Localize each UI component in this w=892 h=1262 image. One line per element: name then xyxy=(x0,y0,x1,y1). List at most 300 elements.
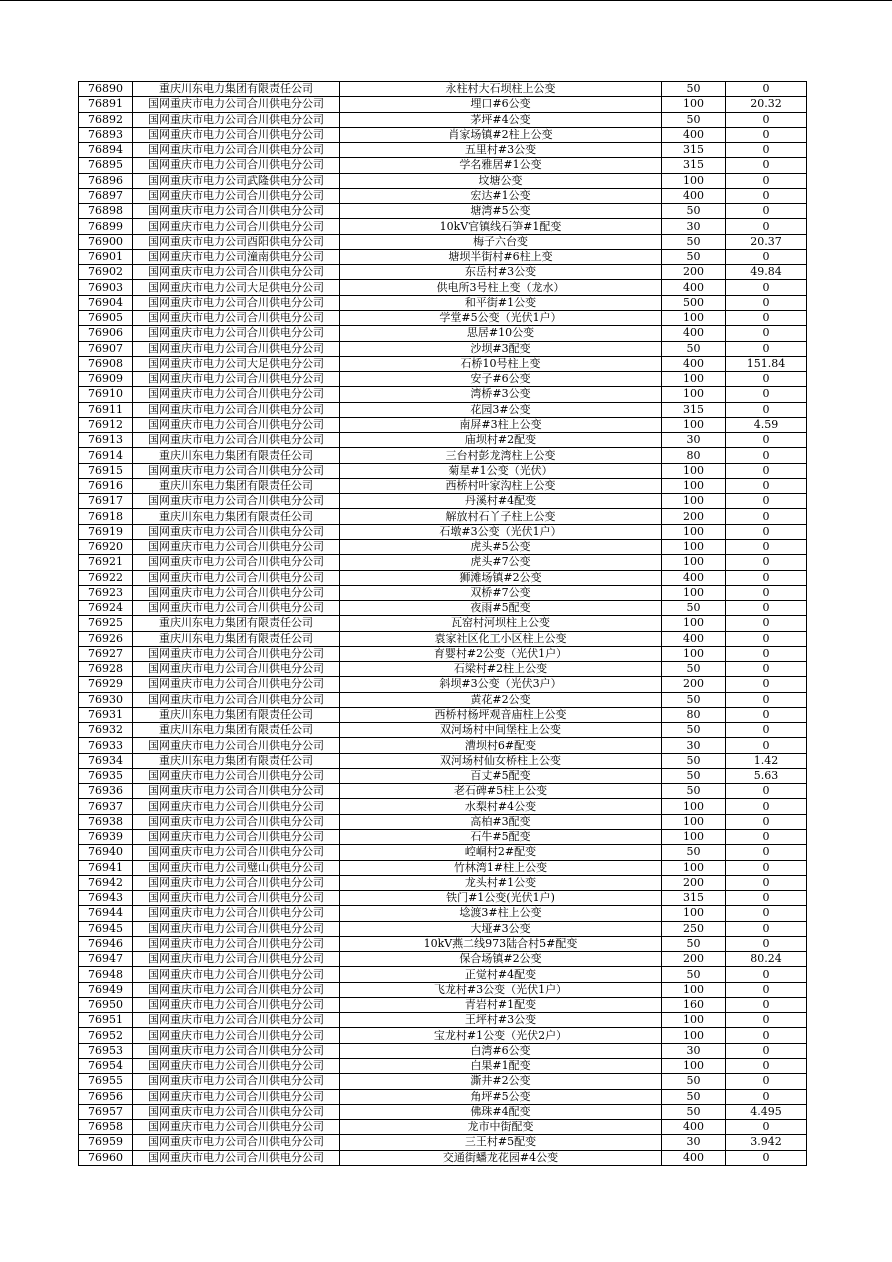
table-row xyxy=(79,127,807,142)
cell-value: 0 xyxy=(726,845,807,860)
cell-value: 0 xyxy=(726,1013,807,1028)
table-row xyxy=(79,509,807,524)
table-row xyxy=(79,356,807,371)
cell-id: 76917 xyxy=(79,494,133,509)
cell-capacity: 400 xyxy=(662,188,726,203)
cell-company: 国网重庆市电力公司合川供电分公司 xyxy=(133,112,340,127)
cell-value: 0 xyxy=(726,280,807,295)
cell-capacity: 50 xyxy=(662,341,726,356)
cell-id: 76910 xyxy=(79,387,133,402)
cell-capacity: 200 xyxy=(662,677,726,692)
cell-id: 76927 xyxy=(79,646,133,661)
cell-value: 0 xyxy=(726,219,807,234)
cell-capacity: 500 xyxy=(662,295,726,310)
cell-capacity: 400 xyxy=(662,127,726,142)
cell-capacity: 100 xyxy=(662,539,726,554)
cell-id: 76956 xyxy=(79,1089,133,1104)
cell-id: 76899 xyxy=(79,219,133,234)
cell-capacity: 50 xyxy=(662,753,726,768)
table-row xyxy=(79,982,807,997)
cell-company: 国网重庆市电力公司合川供电分公司 xyxy=(133,433,340,448)
cell-id: 76900 xyxy=(79,234,133,249)
cell-company: 国网重庆市电力公司合川供电分公司 xyxy=(133,494,340,509)
table-row xyxy=(79,1135,807,1150)
cell-company: 国网重庆市电力公司合川供电分公司 xyxy=(133,1074,340,1089)
cell-company: 国网重庆市电力公司合川供电分公司 xyxy=(133,1059,340,1074)
cell-id: 76901 xyxy=(79,249,133,264)
table-row xyxy=(79,723,807,738)
table-row xyxy=(79,799,807,814)
cell-value: 0 xyxy=(726,662,807,677)
cell-capacity: 400 xyxy=(662,356,726,371)
cell-company: 国网重庆市电力公司合川供电分公司 xyxy=(133,601,340,616)
cell-value: 0 xyxy=(726,341,807,356)
cell-transformer-name: 庙坝村#2配变 xyxy=(340,433,662,448)
cell-id: 76928 xyxy=(79,662,133,677)
cell-value: 0 xyxy=(726,494,807,509)
cell-transformer-name: 南屏#3柱上公变 xyxy=(340,417,662,432)
cell-value: 1.42 xyxy=(726,753,807,768)
cell-transformer-name: 埋口#6公变 xyxy=(340,97,662,112)
cell-capacity: 400 xyxy=(662,1120,726,1135)
cell-value: 3.942 xyxy=(726,1135,807,1150)
cell-capacity: 200 xyxy=(662,952,726,967)
table-row xyxy=(79,372,807,387)
cell-value: 0 xyxy=(726,204,807,219)
cell-transformer-name: 花园3#公变 xyxy=(340,402,662,417)
cell-capacity: 50 xyxy=(662,1074,726,1089)
cell-value: 0 xyxy=(726,936,807,951)
cell-id: 76902 xyxy=(79,265,133,280)
cell-id: 76930 xyxy=(79,692,133,707)
cell-capacity: 50 xyxy=(662,936,726,951)
cell-capacity: 50 xyxy=(662,1104,726,1119)
cell-capacity: 50 xyxy=(662,967,726,982)
cell-company: 国网重庆市电力公司合川供电分公司 xyxy=(133,1120,340,1135)
cell-company: 国网重庆市电力公司璧山供电分公司 xyxy=(133,860,340,875)
cell-capacity: 100 xyxy=(662,97,726,112)
cell-capacity: 50 xyxy=(662,82,726,97)
cell-capacity: 30 xyxy=(662,219,726,234)
cell-company: 国网重庆市电力公司合川供电分公司 xyxy=(133,997,340,1012)
cell-id: 76920 xyxy=(79,539,133,554)
table-row xyxy=(79,997,807,1012)
table-row xyxy=(79,921,807,936)
cell-id: 76934 xyxy=(79,753,133,768)
cell-transformer-name: 狮滩场镇#2公变 xyxy=(340,570,662,585)
cell-value: 20.37 xyxy=(726,234,807,249)
cell-transformer-name: 菊星#1公变（光伏） xyxy=(340,463,662,478)
cell-transformer-name: 高柏#3配变 xyxy=(340,814,662,829)
cell-value: 5.63 xyxy=(726,768,807,783)
table-row xyxy=(79,784,807,799)
cell-company: 国网重庆市电力公司合川供电分公司 xyxy=(133,387,340,402)
cell-value: 0 xyxy=(726,1043,807,1058)
cell-value: 0 xyxy=(726,173,807,188)
cell-value: 0 xyxy=(726,555,807,570)
cell-capacity: 100 xyxy=(662,860,726,875)
table-row xyxy=(79,1150,807,1165)
cell-capacity: 100 xyxy=(662,494,726,509)
table-row xyxy=(79,143,807,158)
cell-company: 国网重庆市电力公司合川供电分公司 xyxy=(133,570,340,585)
cell-capacity: 100 xyxy=(662,1028,726,1043)
cell-id: 76929 xyxy=(79,677,133,692)
cell-transformer-name: 宏达#1公变 xyxy=(340,188,662,203)
cell-id: 76894 xyxy=(79,143,133,158)
cell-id: 76912 xyxy=(79,417,133,432)
cell-capacity: 100 xyxy=(662,585,726,600)
cell-id: 76893 xyxy=(79,127,133,142)
cell-capacity: 50 xyxy=(662,234,726,249)
cell-transformer-name: 和平街#1公变 xyxy=(340,295,662,310)
cell-id: 76897 xyxy=(79,188,133,203)
cell-company: 重庆川东电力集团有限责任公司 xyxy=(133,448,340,463)
cell-capacity: 100 xyxy=(662,814,726,829)
cell-transformer-name: 西桥村叶家沟柱上公变 xyxy=(340,478,662,493)
cell-value: 0 xyxy=(726,1150,807,1165)
cell-transformer-name: 丹溪村#4配变 xyxy=(340,494,662,509)
cell-value: 0 xyxy=(726,982,807,997)
cell-transformer-name: 飞龙村#3公变（光伏1户） xyxy=(340,982,662,997)
table-row xyxy=(79,265,807,280)
cell-company: 国网重庆市电力公司合川供电分公司 xyxy=(133,127,340,142)
cell-capacity: 100 xyxy=(662,982,726,997)
cell-transformer-name: 正觉村#4配变 xyxy=(340,967,662,982)
cell-capacity: 50 xyxy=(662,112,726,127)
table-row xyxy=(79,555,807,570)
cell-id: 76909 xyxy=(79,372,133,387)
cell-value: 20.32 xyxy=(726,97,807,112)
cell-id: 76955 xyxy=(79,1074,133,1089)
cell-value: 0 xyxy=(726,127,807,142)
cell-transformer-name: 石梁村#2柱上公变 xyxy=(340,662,662,677)
cell-value: 0 xyxy=(726,570,807,585)
cell-transformer-name: 崆峒村2#配变 xyxy=(340,845,662,860)
cell-capacity: 100 xyxy=(662,1059,726,1074)
cell-transformer-name: 保合场镇#2公变 xyxy=(340,952,662,967)
cell-company: 国网重庆市电力公司合川供电分公司 xyxy=(133,265,340,280)
cell-company: 重庆川东电力集团有限责任公司 xyxy=(133,753,340,768)
cell-transformer-name: 虎头#7公变 xyxy=(340,555,662,570)
cell-transformer-name: 石墩#3公变（光伏1户） xyxy=(340,524,662,539)
cell-value: 0 xyxy=(726,143,807,158)
table-row xyxy=(79,280,807,295)
table-row xyxy=(79,646,807,661)
cell-value: 0 xyxy=(726,509,807,524)
table-row xyxy=(79,494,807,509)
table-row xyxy=(79,875,807,890)
cell-transformer-name: 双桥#7公变 xyxy=(340,585,662,600)
cell-company: 国网重庆市电力公司大足供电分公司 xyxy=(133,356,340,371)
cell-value: 49.84 xyxy=(726,265,807,280)
cell-transformer-name: 塘湾#5公变 xyxy=(340,204,662,219)
cell-value: 0 xyxy=(726,891,807,906)
cell-value: 4.59 xyxy=(726,417,807,432)
table-row xyxy=(79,662,807,677)
cell-id: 76932 xyxy=(79,723,133,738)
cell-capacity: 200 xyxy=(662,509,726,524)
table-row xyxy=(79,860,807,875)
cell-company: 国网重庆市电力公司合川供电分公司 xyxy=(133,662,340,677)
transformer-table xyxy=(78,81,807,1166)
cell-id: 76959 xyxy=(79,1135,133,1150)
cell-capacity: 80 xyxy=(662,707,726,722)
table-row xyxy=(79,417,807,432)
cell-id: 76931 xyxy=(79,707,133,722)
table-row xyxy=(79,112,807,127)
cell-transformer-name: 交通街蟠龙花园#4公变 xyxy=(340,1150,662,1165)
cell-id: 76895 xyxy=(79,158,133,173)
cell-company: 国网重庆市电力公司合川供电分公司 xyxy=(133,738,340,753)
cell-id: 76896 xyxy=(79,173,133,188)
cell-value: 0 xyxy=(726,1120,807,1135)
cell-value: 4.495 xyxy=(726,1104,807,1119)
cell-value: 0 xyxy=(726,1028,807,1043)
cell-id: 76906 xyxy=(79,326,133,341)
cell-company: 国网重庆市电力公司合川供电分公司 xyxy=(133,417,340,432)
cell-transformer-name: 茅坪#4公变 xyxy=(340,112,662,127)
cell-id: 76939 xyxy=(79,830,133,845)
table-row xyxy=(79,845,807,860)
cell-transformer-name: 塘坝半街村#6柱上变 xyxy=(340,249,662,264)
cell-id: 76942 xyxy=(79,875,133,890)
cell-id: 76949 xyxy=(79,982,133,997)
cell-value: 0 xyxy=(726,188,807,203)
cell-id: 76960 xyxy=(79,1150,133,1165)
cell-transformer-name: 学堂#5公变（光伏1户） xyxy=(340,310,662,325)
cell-company: 国网重庆市电力公司合川供电分公司 xyxy=(133,768,340,783)
cell-value: 0 xyxy=(726,585,807,600)
table-row xyxy=(79,585,807,600)
table-row xyxy=(79,906,807,921)
cell-value: 0 xyxy=(726,478,807,493)
cell-id: 76936 xyxy=(79,784,133,799)
cell-id: 76953 xyxy=(79,1043,133,1058)
table-row xyxy=(79,326,807,341)
cell-transformer-name: 袁家社区化工小区柱上公变 xyxy=(340,631,662,646)
cell-id: 76890 xyxy=(79,82,133,97)
cell-id: 76913 xyxy=(79,433,133,448)
table-row xyxy=(79,295,807,310)
table-row xyxy=(79,173,807,188)
cell-capacity: 30 xyxy=(662,433,726,448)
cell-capacity: 100 xyxy=(662,830,726,845)
cell-transformer-name: 双河场村中间堡柱上公变 xyxy=(340,723,662,738)
cell-company: 国网重庆市电力公司合川供电分公司 xyxy=(133,646,340,661)
table-row xyxy=(79,341,807,356)
table-row xyxy=(79,601,807,616)
table-row xyxy=(79,1013,807,1028)
cell-capacity: 100 xyxy=(662,372,726,387)
cell-id: 76907 xyxy=(79,341,133,356)
cell-capacity: 30 xyxy=(662,738,726,753)
table-row xyxy=(79,952,807,967)
cell-capacity: 315 xyxy=(662,891,726,906)
cell-company: 国网重庆市电力公司合川供电分公司 xyxy=(133,326,340,341)
cell-company: 国网重庆市电力公司合川供电分公司 xyxy=(133,463,340,478)
cell-transformer-name: 学名雅居#1公变 xyxy=(340,158,662,173)
cell-capacity: 50 xyxy=(662,723,726,738)
cell-capacity: 50 xyxy=(662,662,726,677)
cell-capacity: 50 xyxy=(662,845,726,860)
cell-company: 国网重庆市电力公司合川供电分公司 xyxy=(133,875,340,890)
table-row xyxy=(79,1028,807,1043)
cell-company: 国网重庆市电力公司合川供电分公司 xyxy=(133,295,340,310)
table-row xyxy=(79,707,807,722)
cell-value: 0 xyxy=(726,875,807,890)
cell-id: 76921 xyxy=(79,555,133,570)
cell-company: 国网重庆市电力公司大足供电分公司 xyxy=(133,280,340,295)
table-row xyxy=(79,631,807,646)
table-body xyxy=(79,82,807,1166)
cell-capacity: 100 xyxy=(662,387,726,402)
cell-capacity: 100 xyxy=(662,646,726,661)
cell-transformer-name: 老石碑#5柱上公变 xyxy=(340,784,662,799)
cell-value: 0 xyxy=(726,677,807,692)
cell-capacity: 100 xyxy=(662,616,726,631)
cell-id: 76918 xyxy=(79,509,133,524)
cell-transformer-name: 大垭#3公变 xyxy=(340,921,662,936)
table-row xyxy=(79,448,807,463)
cell-company: 重庆川东电力集团有限责任公司 xyxy=(133,82,340,97)
table-row xyxy=(79,158,807,173)
cell-capacity: 50 xyxy=(662,204,726,219)
cell-transformer-name: 石牛#5配变 xyxy=(340,830,662,845)
cell-capacity: 250 xyxy=(662,921,726,936)
cell-company: 国网重庆市电力公司合川供电分公司 xyxy=(133,539,340,554)
cell-company: 国网重庆市电力公司合川供电分公司 xyxy=(133,524,340,539)
cell-transformer-name: 双河场村仙女桥柱上公变 xyxy=(340,753,662,768)
cell-company: 国网重庆市电力公司酉阳供电分公司 xyxy=(133,234,340,249)
cell-company: 国网重庆市电力公司合川供电分公司 xyxy=(133,936,340,951)
table-row xyxy=(79,1059,807,1074)
cell-value: 0 xyxy=(726,997,807,1012)
cell-company: 国网重庆市电力公司合川供电分公司 xyxy=(133,219,340,234)
cell-transformer-name: 西桥村杨坪观音庙柱上公变 xyxy=(340,707,662,722)
cell-id: 76940 xyxy=(79,845,133,860)
cell-id: 76943 xyxy=(79,891,133,906)
cell-value: 0 xyxy=(726,326,807,341)
cell-company: 国网重庆市电力公司合川供电分公司 xyxy=(133,982,340,997)
cell-value: 80.24 xyxy=(726,952,807,967)
cell-company: 国网重庆市电力公司合川供电分公司 xyxy=(133,555,340,570)
cell-company: 国网重庆市电力公司武隆供电分公司 xyxy=(133,173,340,188)
cell-transformer-name: 埝渡3#柱上公变 xyxy=(340,906,662,921)
cell-capacity: 100 xyxy=(662,1013,726,1028)
cell-id: 76957 xyxy=(79,1104,133,1119)
cell-capacity: 50 xyxy=(662,249,726,264)
cell-company: 国网重庆市电力公司合川供电分公司 xyxy=(133,952,340,967)
cell-value: 0 xyxy=(726,921,807,936)
cell-transformer-name: 安子#6公变 xyxy=(340,372,662,387)
cell-capacity: 50 xyxy=(662,601,726,616)
cell-company: 重庆川东电力集团有限责任公司 xyxy=(133,616,340,631)
cell-capacity: 100 xyxy=(662,417,726,432)
cell-value: 0 xyxy=(726,1059,807,1074)
cell-company: 国网重庆市电力公司合川供电分公司 xyxy=(133,1028,340,1043)
cell-value: 0 xyxy=(726,158,807,173)
table-row xyxy=(79,402,807,417)
cell-capacity: 100 xyxy=(662,524,726,539)
cell-transformer-name: 三王村#5配变 xyxy=(340,1135,662,1150)
table-row xyxy=(79,204,807,219)
cell-capacity: 315 xyxy=(662,143,726,158)
cell-value: 0 xyxy=(726,463,807,478)
cell-company: 国网重庆市电力公司合川供电分公司 xyxy=(133,372,340,387)
table-row xyxy=(79,82,807,97)
table-row xyxy=(79,463,807,478)
cell-company: 国网重庆市电力公司合川供电分公司 xyxy=(133,188,340,203)
cell-company: 国网重庆市电力公司合川供电分公司 xyxy=(133,310,340,325)
cell-value: 0 xyxy=(726,830,807,845)
table-row xyxy=(79,1074,807,1089)
cell-capacity: 315 xyxy=(662,402,726,417)
cell-capacity: 50 xyxy=(662,1089,726,1104)
cell-transformer-name: 龙头村#1公变 xyxy=(340,875,662,890)
cell-company: 国网重庆市电力公司合川供电分公司 xyxy=(133,906,340,921)
table-row xyxy=(79,753,807,768)
cell-company: 国网重庆市电力公司合川供电分公司 xyxy=(133,204,340,219)
cell-capacity: 100 xyxy=(662,906,726,921)
cell-capacity: 100 xyxy=(662,310,726,325)
cell-capacity: 50 xyxy=(662,784,726,799)
cell-capacity: 200 xyxy=(662,875,726,890)
cell-value: 0 xyxy=(726,387,807,402)
table-row xyxy=(79,830,807,845)
cell-transformer-name: 10kV燕二线973陆合村5#配变 xyxy=(340,936,662,951)
cell-capacity: 50 xyxy=(662,768,726,783)
cell-value: 0 xyxy=(726,707,807,722)
cell-id: 76952 xyxy=(79,1028,133,1043)
cell-id: 76891 xyxy=(79,97,133,112)
cell-id: 76924 xyxy=(79,601,133,616)
cell-transformer-name: 供电所3号柱上变（龙水） xyxy=(340,280,662,295)
cell-id: 76951 xyxy=(79,1013,133,1028)
cell-company: 重庆川东电力集团有限责任公司 xyxy=(133,509,340,524)
cell-transformer-name: 10kV官镇线石笋#1配变 xyxy=(340,219,662,234)
cell-capacity: 400 xyxy=(662,280,726,295)
cell-transformer-name: 佛珠#4配变 xyxy=(340,1104,662,1119)
table-row xyxy=(79,1120,807,1135)
cell-value: 0 xyxy=(726,448,807,463)
cell-id: 76933 xyxy=(79,738,133,753)
cell-company: 重庆川东电力集团有限责任公司 xyxy=(133,631,340,646)
table-row xyxy=(79,967,807,982)
cell-company: 国网重庆市电力公司合川供电分公司 xyxy=(133,830,340,845)
cell-capacity: 400 xyxy=(662,631,726,646)
cell-company: 国网重庆市电力公司合川供电分公司 xyxy=(133,1104,340,1119)
cell-company: 国网重庆市电力公司合川供电分公司 xyxy=(133,692,340,707)
cell-transformer-name: 梅子六台变 xyxy=(340,234,662,249)
cell-value: 0 xyxy=(726,906,807,921)
cell-id: 76908 xyxy=(79,356,133,371)
cell-id: 76892 xyxy=(79,112,133,127)
cell-id: 76935 xyxy=(79,768,133,783)
cell-transformer-name: 龙市中街配变 xyxy=(340,1120,662,1135)
cell-id: 76903 xyxy=(79,280,133,295)
cell-id: 76946 xyxy=(79,936,133,951)
cell-transformer-name: 王坪村#3公变 xyxy=(340,1013,662,1028)
cell-value: 0 xyxy=(726,82,807,97)
cell-transformer-name: 水梨村#4公变 xyxy=(340,799,662,814)
cell-capacity: 400 xyxy=(662,1150,726,1165)
cell-company: 国网重庆市电力公司合川供电分公司 xyxy=(133,402,340,417)
cell-company: 国网重庆市电力公司潼南供电分公司 xyxy=(133,249,340,264)
table-row xyxy=(79,1104,807,1119)
cell-transformer-name: 白湾#6公变 xyxy=(340,1043,662,1058)
table-row xyxy=(79,97,807,112)
